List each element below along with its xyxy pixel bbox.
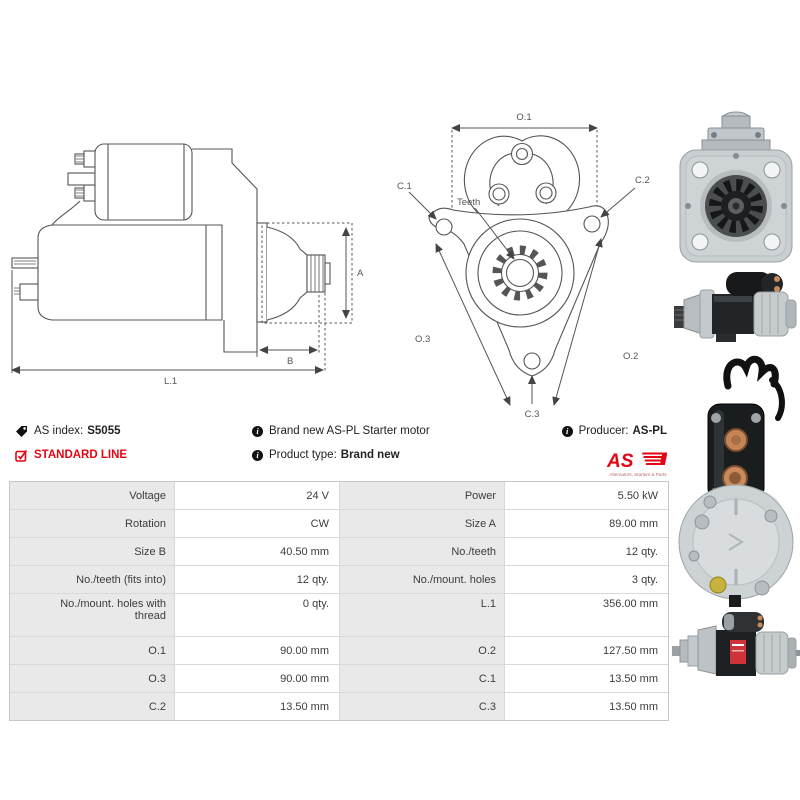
spec-value: 89.00 mm: [504, 509, 668, 537]
spec-label: L.1: [339, 593, 504, 636]
table-row: [10, 482, 668, 509]
info-icon: i: [252, 426, 263, 437]
spec-value: 5.50 kW: [504, 482, 668, 509]
spec-value: 356.00 mm: [504, 593, 668, 636]
dim-a-label: A: [357, 268, 364, 279]
table-row: [10, 692, 668, 720]
spec-value: 24 V: [174, 482, 339, 509]
spec-label: C.3: [339, 692, 504, 720]
product-photo-front-view: [672, 110, 800, 268]
spec-label: C.2: [10, 692, 174, 720]
description-block: [252, 424, 430, 472]
table-row: [10, 509, 668, 537]
info-icon: i: [562, 426, 573, 437]
spec-label: C.1: [339, 664, 504, 692]
teeth-label: Teeth: [457, 197, 481, 208]
product-photo-side-view: [672, 612, 800, 684]
spec-label: No./mount. holes: [339, 565, 504, 593]
description-row: [252, 424, 430, 438]
checkbox-icon: [15, 449, 28, 462]
producer-value: AS-PL: [632, 425, 667, 437]
dim-c3-label: C.3: [524, 409, 540, 420]
table-row: [10, 537, 668, 565]
table-row: [10, 664, 668, 692]
dim-l1-label: L.1: [164, 376, 178, 387]
product-photo-side-view-small: [672, 270, 800, 346]
table-row: [10, 593, 668, 636]
dim-b-label: B: [287, 356, 294, 367]
svg-text:AS: AS: [607, 451, 634, 472]
svg-text:Alternators, Starters & Parts: Alternators, Starters & Parts: [609, 472, 667, 477]
as-pl-logo: [605, 450, 667, 480]
product-description: Brand new AS-PL Starter motor: [269, 425, 430, 437]
as-index-label: AS index:: [34, 425, 84, 437]
spec-label: O.2: [339, 636, 504, 664]
dim-c1-label: C.1: [397, 181, 412, 192]
producer-block: [562, 424, 667, 480]
producer-row: [562, 424, 667, 438]
spec-value: 127.50 mm: [504, 636, 668, 664]
spec-value: 40.50 mm: [174, 537, 339, 565]
spec-label: No./teeth (fits into): [10, 565, 174, 593]
spec-value: 12 qty.: [504, 537, 668, 565]
spec-table: [10, 482, 668, 720]
side-view-diagram: [8, 105, 393, 395]
spec-table-container: [9, 481, 669, 721]
producer-label: Producer:: [578, 425, 629, 437]
standard-line-badge: STANDARD LINE: [34, 449, 128, 461]
spec-value: 12 qty.: [174, 565, 339, 593]
product-type-value: Brand new: [340, 449, 400, 461]
spec-value: CW: [174, 509, 339, 537]
spec-label: Voltage: [10, 482, 174, 509]
spec-label: Power: [339, 482, 504, 509]
product-photo-rear-view: [672, 352, 800, 607]
spec-label: Size A: [339, 509, 504, 537]
tag-icon: [15, 425, 28, 438]
product-type-row: [252, 448, 430, 462]
dim-o3-label: O.3: [415, 334, 431, 345]
spec-value: 90.00 mm: [174, 636, 339, 664]
spec-label: O.3: [10, 664, 174, 692]
index-block: [15, 424, 127, 472]
as-index-row: [15, 424, 127, 438]
spec-value: 13.50 mm: [504, 692, 668, 720]
as-index-value: S5055: [87, 425, 121, 437]
spec-value: 3 qty.: [504, 565, 668, 593]
standard-line-row: [15, 448, 127, 462]
spec-value: 0 qty.: [174, 593, 339, 636]
table-row: [10, 565, 668, 593]
spec-label: Size B: [10, 537, 174, 565]
spec-value: 90.00 mm: [174, 664, 339, 692]
spec-label: No./mount. holes with thread: [10, 593, 174, 636]
spec-value: 13.50 mm: [174, 692, 339, 720]
spec-label: O.1: [10, 636, 174, 664]
spec-label: Rotation: [10, 509, 174, 537]
product-type-label: Product type:: [269, 449, 337, 461]
info-icon: i: [252, 450, 263, 461]
spec-value: 13.50 mm: [504, 664, 668, 692]
table-row: [10, 636, 668, 664]
dim-o1-label: O.1: [516, 112, 532, 123]
spec-label: No./teeth: [339, 537, 504, 565]
dim-o2-label: O.2: [623, 351, 639, 362]
dim-c2-label: C.2: [635, 175, 650, 186]
front-view-diagram: [395, 88, 675, 423]
